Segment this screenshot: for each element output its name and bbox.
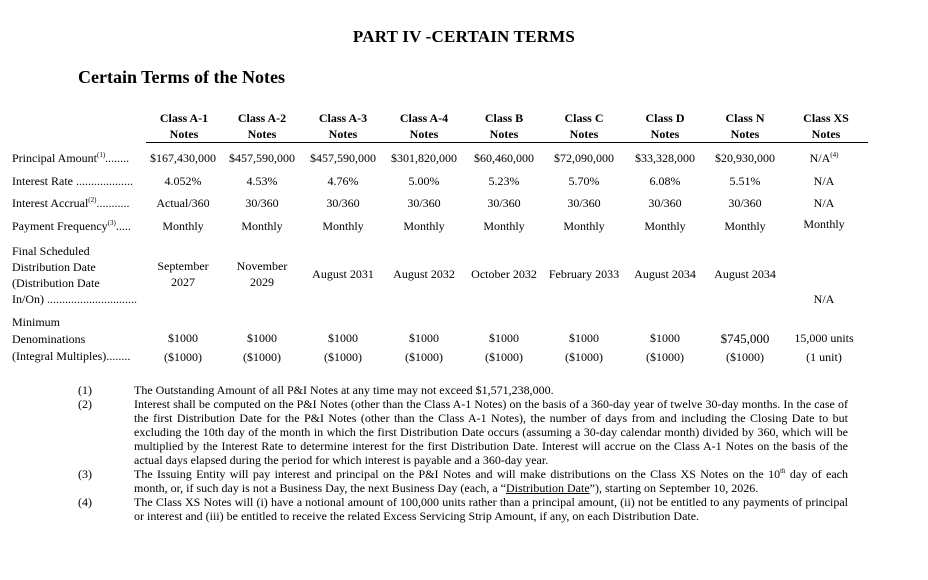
col-header-b: Class B Notes xyxy=(484,111,524,141)
row-label-min-denominations: Minimum Denominations (Integral Multiples)........ xyxy=(12,315,131,363)
section-title: Certain Terms of the Notes xyxy=(78,67,285,87)
col-header-a3: Class A-3 Notes xyxy=(318,111,368,141)
footnote-3: (3) The Issuing Entity will pay interest and principal on the P&I Notes and will make distributions on the Class XS Notes on the 10th day of each month, or, if such day is not a Business Day, the next Business Day (each, a “Distribution Date”), starting on September 10, 2026. xyxy=(78,467,848,495)
cell-rate-b: 5.23% xyxy=(488,174,520,188)
header-rule xyxy=(146,142,868,143)
cell-principal-d: $33,328,000 xyxy=(635,151,695,165)
cell-principal-a4: $301,820,000 xyxy=(391,151,457,165)
cell-accrual-d: 30/360 xyxy=(648,196,682,210)
cell-final-a4: August 2032 xyxy=(393,267,455,281)
cell-denom-a4: $1000 ($1000) xyxy=(405,331,443,364)
col-header-a4: Class A-4 Notes xyxy=(399,111,449,141)
cell-accrual-a3: 30/360 xyxy=(326,196,360,210)
cell-freq-n: Monthly xyxy=(724,219,766,233)
cell-final-n: August 2034 xyxy=(714,267,776,281)
cell-rate-n: 5.51% xyxy=(729,174,761,188)
cell-final-c: February 2033 xyxy=(548,267,620,281)
cell-final-a2: November 2029 xyxy=(236,259,288,289)
cell-principal-c: $72,090,000 xyxy=(554,151,614,165)
cell-accrual-n: 30/360 xyxy=(728,196,762,210)
row-label-final-scheduled: Final Scheduled Distribution Date (Distribution Date In/On) .............................. xyxy=(12,244,137,306)
cell-final-b: October 2032 xyxy=(471,267,537,281)
row-label-payment-frequency: Payment Frequency$^{(3)}$..... xyxy=(12,219,131,233)
cell-freq-a3: Monthly xyxy=(322,219,364,233)
cell-denom-xs: 15,000 units (1 unit) xyxy=(794,331,854,364)
cell-accrual-a1: Actual/360 xyxy=(156,196,210,210)
cell-principal-n: $20,930,000 xyxy=(715,151,775,165)
cell-final-xs: N/A xyxy=(813,292,835,306)
cell-rate-c: 5.70% xyxy=(568,174,600,188)
cell-freq-d: Monthly xyxy=(644,219,686,233)
cell-denom-a1: $1000 ($1000) xyxy=(164,331,202,364)
cell-final-d: August 2034 xyxy=(634,267,696,281)
cell-denom-d: $1000 ($1000) xyxy=(646,331,684,364)
cell-denom-c: $1000 ($1000) xyxy=(565,331,603,364)
cell-denom-b: $1000 ($1000) xyxy=(485,331,523,364)
row-label-interest-rate: Interest Rate ................... xyxy=(12,174,133,188)
col-header-a1: Class A-1 Notes xyxy=(159,111,209,141)
cell-final-a1: September 2027 xyxy=(157,259,209,289)
cell-freq-a2: Monthly xyxy=(241,219,283,233)
col-header-c: Class C Notes xyxy=(564,111,604,141)
cell-accrual-a4: 30/360 xyxy=(407,196,441,210)
row-label-interest-accrual: Interest Accrual$^{(2)}$........... xyxy=(12,196,130,210)
footnote-4: (4) The Class XS Notes will (i) have a notional amount of 100,000 units rather than a principal amount, (ii) not be entitled to any payments of principal or interest and (iii) be entitled to receive the related Excess Servicing Strip Amount, if any, on each Distribution Date. xyxy=(78,495,848,523)
cell-principal-a2: $457,590,000 xyxy=(229,151,295,165)
cell-principal-a1: $167,430,000 xyxy=(150,151,216,165)
col-header-a2: Class A-2 Notes xyxy=(237,111,287,141)
part-title: PART IV -CERTAIN TERMS xyxy=(352,27,576,46)
cell-accrual-b: 30/360 xyxy=(487,196,521,210)
cell-rate-d: 6.08% xyxy=(649,174,681,188)
cell-rate-a3: 4.76% xyxy=(327,174,359,188)
cell-freq-a4: Monthly xyxy=(403,219,445,233)
footnote-2: (2) Interest shall be computed on the P&I Notes (other than the Class A-1 Notes) on the basis of a 360-day year of twelve 30-day months. In the case of the first Distribution Date for the P&I Notes (other than the Class A-1 Notes), the number of days from and including the Closing Date to but excluding the 10th day of the month in which the first Distribution Date occurs (assuming a 30-day calendar month) divided by 360, which will be multiplied by the Interest Rate to determine interest for the first Distribution Date. Interest will accrue on the Class A-1 Notes on the basis of the actual days elapsed during the period for which interest is payable and a 360-day year. xyxy=(78,397,848,467)
cell-accrual-a2: 30/360 xyxy=(245,196,279,210)
cell-rate-a2: 4.53% xyxy=(246,174,278,188)
cell-principal-b: $60,460,000 xyxy=(474,151,534,165)
cell-freq-xs: Monthly xyxy=(803,217,845,231)
cell-accrual-xs: N/A xyxy=(813,196,835,210)
cell-denom-a2: $1000 ($1000) xyxy=(243,331,281,364)
footnote-1: (1) The Outstanding Amount of all P&I Notes at any time may not exceed $1,571,238,000. xyxy=(78,383,554,397)
cell-denom-n: $745,000 ($1000) xyxy=(720,331,770,364)
cell-freq-a1: Monthly xyxy=(162,219,204,233)
col-header-d: Class D Notes xyxy=(645,111,685,141)
distribution-date-term: Distribution Date xyxy=(506,481,590,495)
cell-final-a3: August 2031 xyxy=(312,267,374,281)
col-header-n: Class N Notes xyxy=(725,111,765,141)
cell-denom-a3: $1000 ($1000) xyxy=(324,331,362,364)
cell-principal-xs: $N/A^{(4)}$ xyxy=(809,151,839,165)
cell-freq-c: Monthly xyxy=(563,219,605,233)
footnotes xyxy=(78,383,848,523)
cell-rate-a1: 4.052% xyxy=(164,174,202,188)
cell-rate-a4: 5.00% xyxy=(408,174,440,188)
col-header-xs: Class XS Notes xyxy=(803,111,849,141)
row-label-principal: Principal Amount$^{(1)}$........ xyxy=(12,151,130,165)
cell-principal-a3: $457,590,000 xyxy=(310,151,376,165)
cell-freq-b: Monthly xyxy=(483,219,525,233)
cell-rate-xs: N/A xyxy=(813,174,835,188)
cell-accrual-c: 30/360 xyxy=(567,196,601,210)
